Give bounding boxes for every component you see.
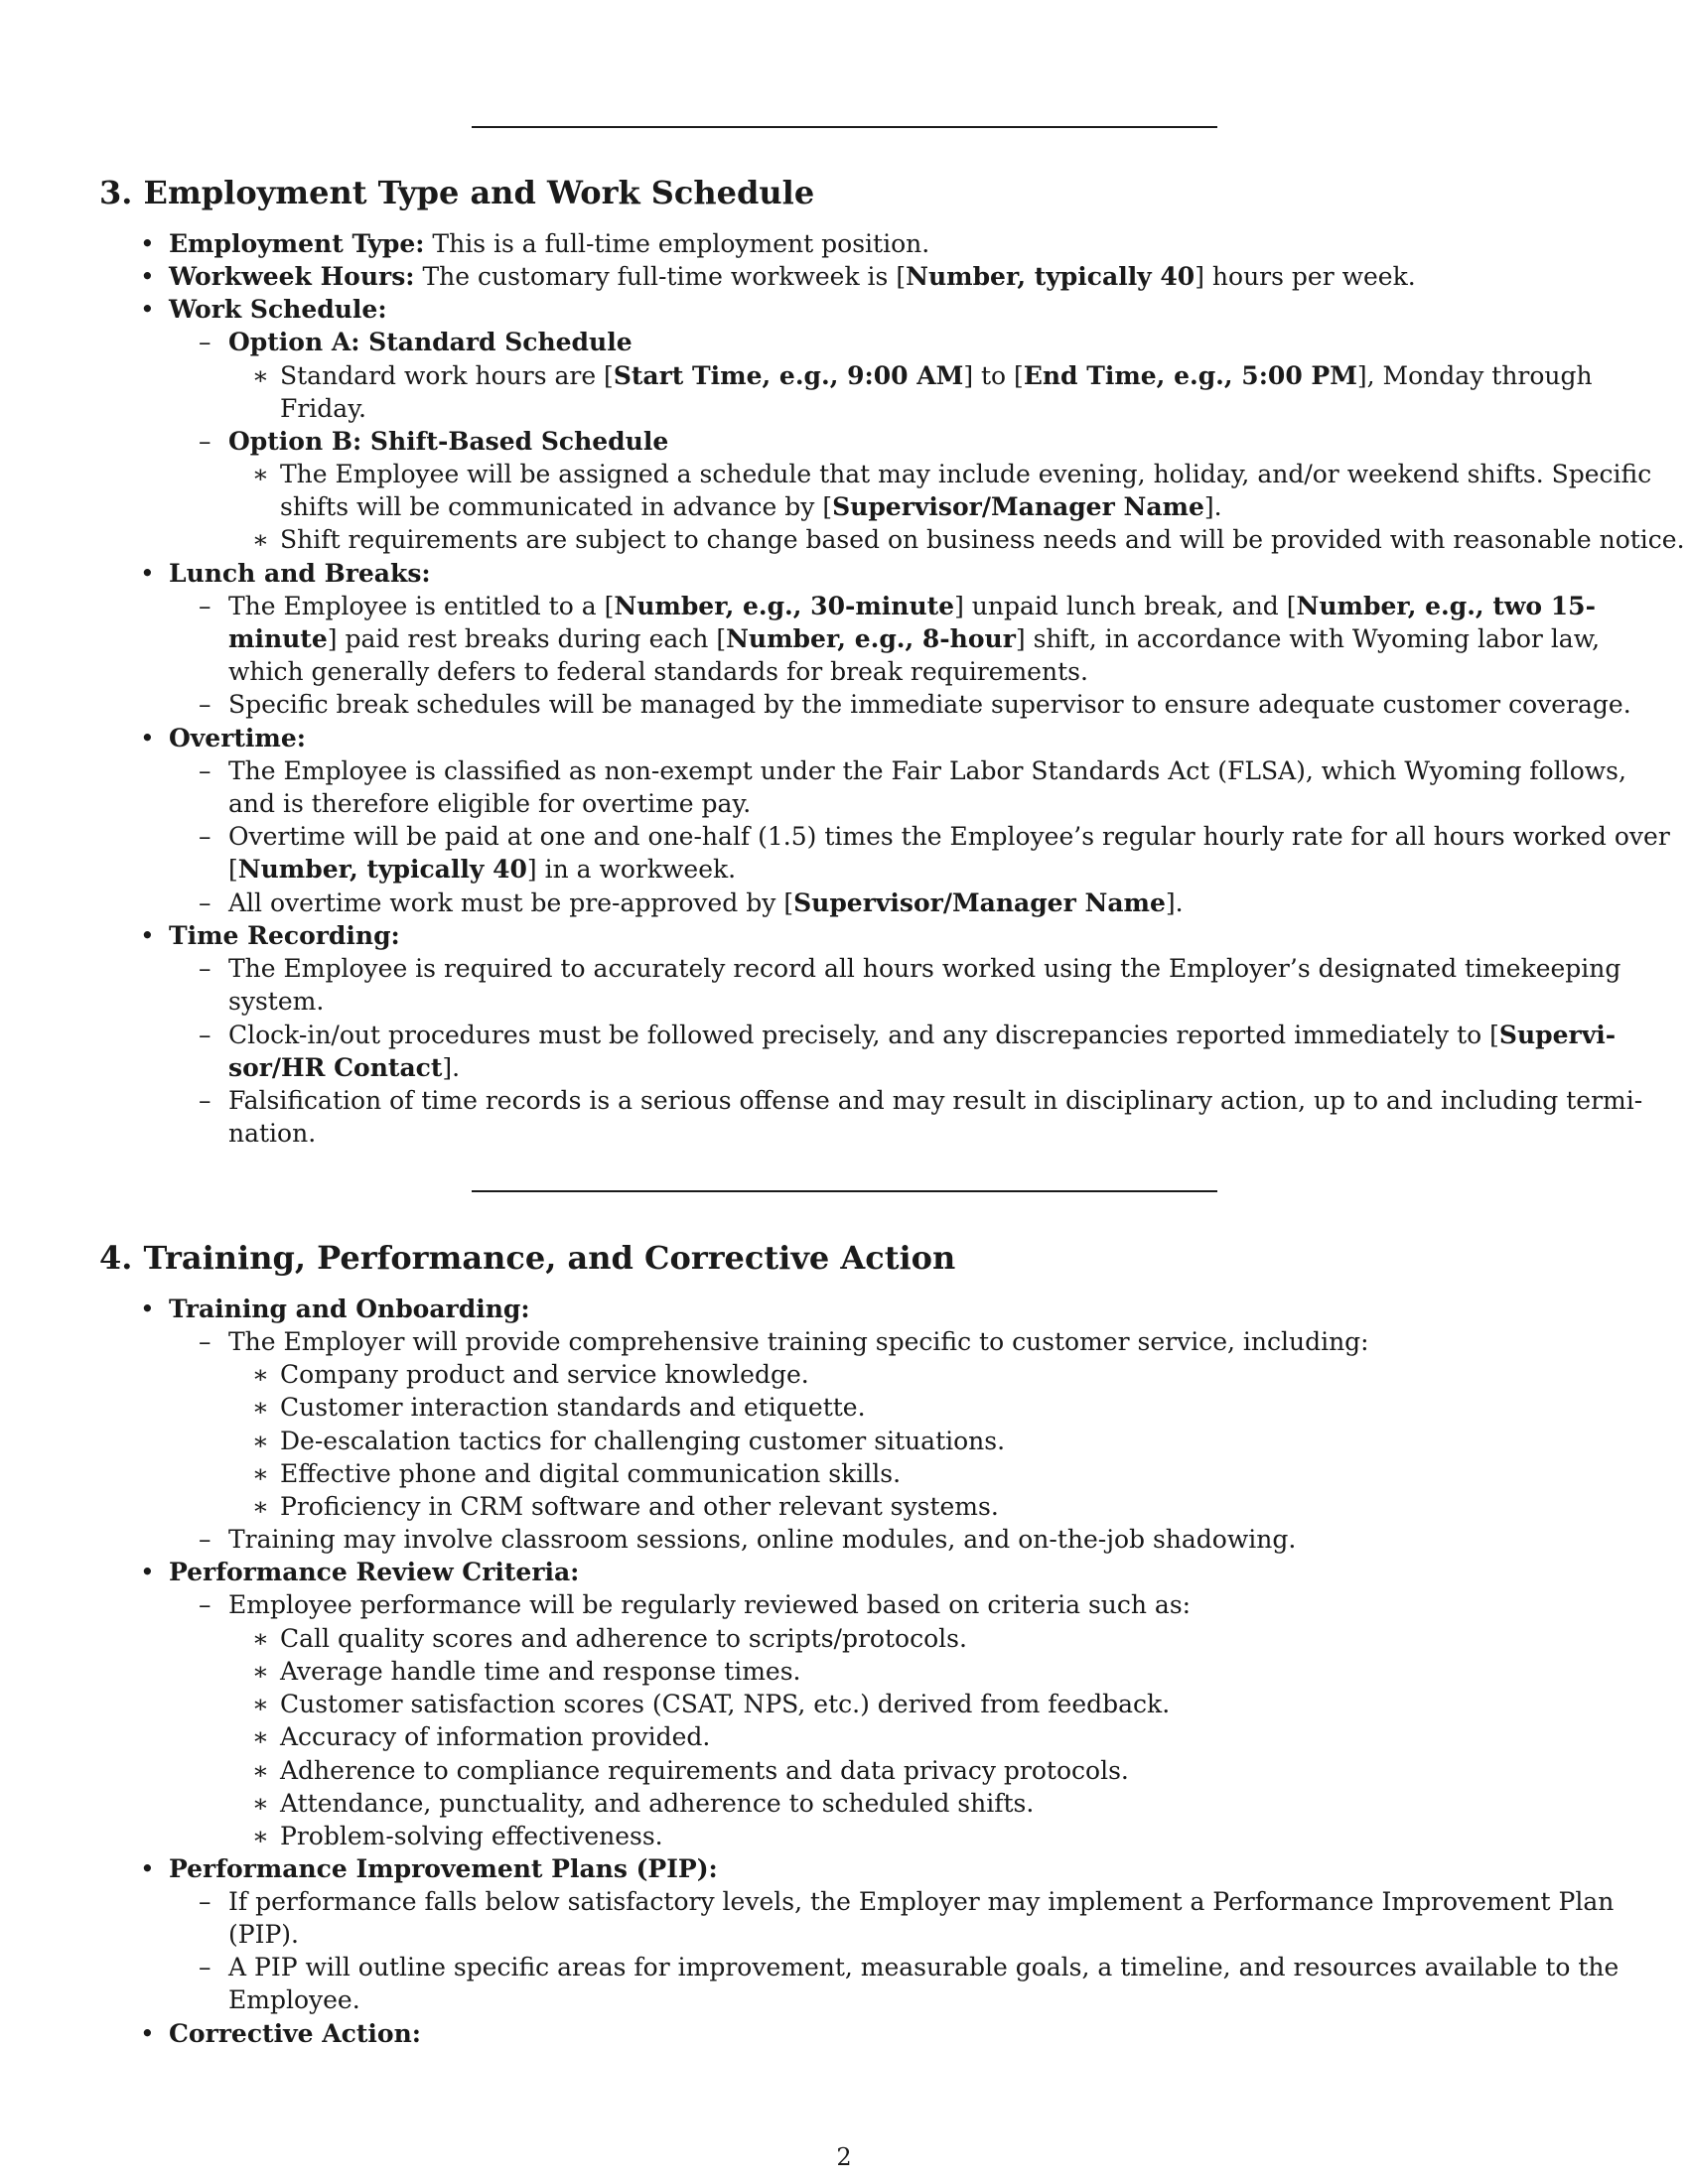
overtime-classification-line: The Employee is classified as non-exempt under the Fair Labor Standards Act (FLSA), which Wyoming follows, [228, 756, 1626, 785]
lunch-entitlement-line: The Employee is entitled to a [Number, e.g., 30-minute] unpaid lunch break, and [Number, e.g., two 15- [228, 592, 1596, 620]
time-record-line: system. [228, 987, 325, 1016]
falsification-line: Falsification of time records is a serious offense and may result in disciplinary action, up to and including termi- [228, 1086, 1643, 1115]
star-marker: ∗ [252, 1756, 269, 1785]
section-divider [472, 126, 1217, 128]
training-item: Proficiency in CRM software and other relevant systems. [280, 1492, 999, 1521]
star-marker: ∗ [252, 1822, 269, 1850]
star-marker: ∗ [252, 1722, 269, 1751]
section-heading: 4. Training, Performance, and Corrective Action [99, 1239, 956, 1277]
training-item: Effective phone and digital communication skills. [280, 1459, 902, 1488]
list-item-time-recording: Time Recording: [169, 921, 400, 950]
review-criterion: Adherence to compliance requirements and data privacy protocols. [280, 1756, 1129, 1785]
list-item-pip: Performance Improvement Plans (PIP): [169, 1854, 718, 1883]
dash-marker: – [199, 822, 211, 851]
dash-marker: – [199, 1021, 211, 1049]
review-criterion: Problem-solving effectiveness. [280, 1822, 663, 1850]
break-schedule-line: Specific break schedules will be managed by the immediate supervisor to ensure adequate customer coverage. [228, 690, 1631, 719]
lunch-entitlement-line: which generally defers to federal standards for break requirements. [228, 657, 1088, 686]
star-marker: ∗ [252, 1459, 269, 1488]
pip-outline-line: Employee. [228, 1985, 360, 2014]
dash-marker: – [199, 1525, 211, 1554]
review-criterion: Customer satisfaction scores (CSAT, NPS, etc.) derived from feedback. [280, 1690, 1171, 1718]
list-item-training: Training and Onboarding: [169, 1295, 530, 1323]
review-criterion: Average handle time and response times. [280, 1657, 801, 1686]
pip-trigger-line: (PIP). [228, 1920, 299, 1949]
star-marker: ∗ [252, 1393, 269, 1422]
section-heading: 3. Employment Type and Work Schedule [99, 174, 815, 211]
dash-marker: – [199, 1086, 211, 1115]
pip-outline-line: A PIP will outline specific areas for improvement, measurable goals, a timeline, and resources available to the [228, 1953, 1619, 1981]
dash-marker: – [199, 1953, 211, 1981]
star-marker: ∗ [252, 1624, 269, 1653]
review-criterion: Attendance, punctuality, and adherence to scheduled shifts. [280, 1789, 1035, 1818]
bullet-marker: • [140, 262, 155, 291]
star-marker: ∗ [252, 1657, 269, 1686]
option-b-shift-line: The Employee will be assigned a schedule that may include evening, holiday, and/or weekend shifts. Specific [280, 460, 1652, 488]
option-b-shift-line: shifts will be communicated in advance by [Supervisor/Manager Name]. [280, 492, 1222, 521]
star-marker: ∗ [252, 1492, 269, 1521]
dash-marker: – [199, 1590, 211, 1619]
list-item-employment-type: Employment Type: This is a full-time employment position. [169, 229, 930, 258]
bullet-marker: • [140, 2019, 155, 2048]
dash-marker: – [199, 756, 211, 785]
training-intro: The Employer will provide comprehensive training specific to customer service, including: [228, 1327, 1369, 1356]
star-marker: ∗ [252, 1427, 269, 1455]
option-b-label: Option B: Shift-Based Schedule [228, 427, 669, 456]
training-item: De-escalation tactics for challenging customer situations. [280, 1427, 1006, 1455]
option-a-label: Option A: Standard Schedule [228, 328, 633, 356]
list-item-corrective-action: Corrective Action: [169, 2019, 421, 2048]
option-a-hours-line: Friday. [280, 394, 366, 423]
option-a-hours-line: Standard work hours are [Start Time, e.g., 9:00 AM] to [End Time, e.g., 5:00 PM], Monday through [280, 361, 1593, 390]
pip-trigger-line: If performance falls below satisfactory levels, the Employer may implement a Performance Improvement Plan [228, 1887, 1615, 1916]
list-item-lunch-breaks: Lunch and Breaks: [169, 559, 431, 588]
bullet-marker: • [140, 229, 155, 258]
bullet-marker: • [140, 724, 155, 752]
overtime-rate-line: Overtime will be paid at one and one-half (1.5) times the Employee’s regular hourly rate for all hours worked over [228, 822, 1670, 851]
dash-marker: – [199, 328, 211, 356]
review-criterion: Call quality scores and adherence to scripts/protocols. [280, 1624, 967, 1653]
star-marker: ∗ [252, 525, 269, 554]
star-marker: ∗ [252, 361, 269, 390]
bullet-marker: • [140, 559, 155, 588]
section-divider [472, 1190, 1217, 1192]
bullet-marker: • [140, 1854, 155, 1883]
dash-marker: – [199, 888, 211, 917]
dash-marker: – [199, 427, 211, 456]
review-criterion: Accuracy of information provided. [280, 1722, 711, 1751]
lunch-entitlement-line: minute] paid rest breaks during each [Number, e.g., 8-hour] shift, in accordance with Wyoming labor law, [228, 624, 1601, 653]
page-number: 2 [836, 2143, 852, 2171]
bullet-marker: • [140, 1558, 155, 1586]
bullet-marker: • [140, 921, 155, 950]
star-marker: ∗ [252, 460, 269, 488]
list-item-performance-review: Performance Review Criteria: [169, 1558, 580, 1586]
star-marker: ∗ [252, 1789, 269, 1818]
clock-in-line: sor/HR Contact]. [228, 1053, 461, 1082]
star-marker: ∗ [252, 1690, 269, 1718]
dash-marker: – [199, 954, 211, 983]
dash-marker: – [199, 1887, 211, 1916]
option-b-requirements-line: Shift requirements are subject to change based on business needs and will be provided with reasonable notice. [280, 525, 1685, 554]
list-item-workweek-hours: Workweek Hours: The customary full-time workweek is [Number, typically 40] hours per week. [169, 262, 1416, 291]
dash-marker: – [199, 1327, 211, 1356]
time-record-line: The Employee is required to accurately record all hours worked using the Employer’s designated timekeeping [228, 954, 1621, 983]
overtime-classification-line: and is therefore eligible for overtime pay. [228, 789, 752, 818]
list-item-overtime: Overtime: [169, 724, 307, 752]
clock-in-line: Clock-in/out procedures must be followed precisely, and any discrepancies reported immediately to [Supervi- [228, 1021, 1617, 1049]
training-item: Company product and service knowledge. [280, 1360, 809, 1389]
overtime-approval-line: All overtime work must be pre-approved by [Supervisor/Manager Name]. [228, 888, 1184, 917]
training-note: Training may involve classroom sessions, online modules, and on-the-job shadowing. [228, 1525, 1297, 1554]
star-marker: ∗ [252, 1360, 269, 1389]
dash-marker: – [199, 690, 211, 719]
dash-marker: – [199, 592, 211, 620]
bullet-marker: • [140, 295, 155, 324]
training-item: Customer interaction standards and etiquette. [280, 1393, 866, 1422]
bullet-marker: • [140, 1295, 155, 1323]
overtime-rate-line: [Number, typically 40] in a workweek. [228, 855, 737, 884]
falsification-line: nation. [228, 1119, 317, 1148]
list-item-work-schedule: Work Schedule: [169, 295, 387, 324]
review-intro: Employee performance will be regularly reviewed based on criteria such as: [228, 1590, 1192, 1619]
